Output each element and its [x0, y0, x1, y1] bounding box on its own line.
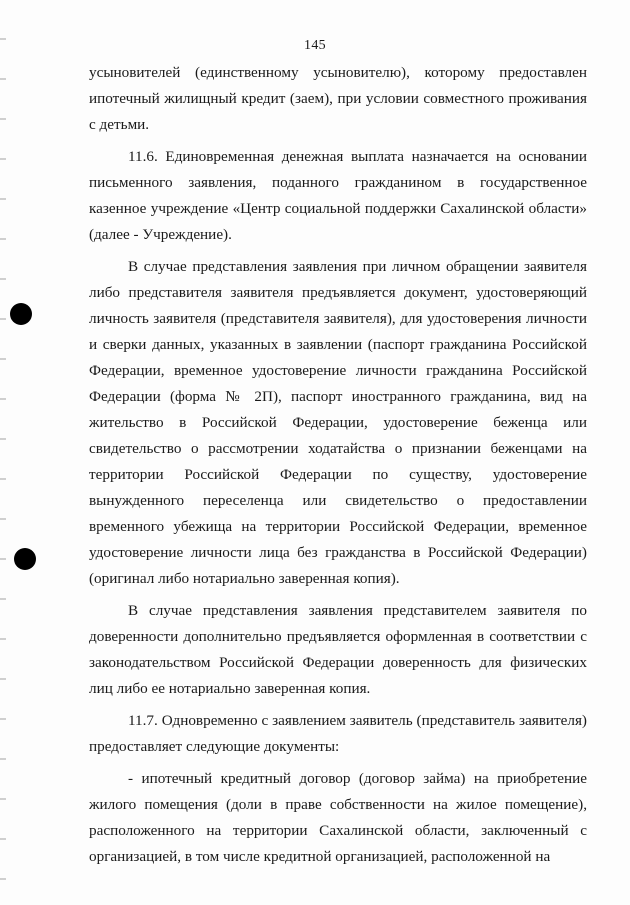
paragraph-11-6: 11.6. Единовременная денежная выплата назначается на основании письменного заявления, поданного гражданином в государственное казенное учреждение «Центр социальной поддержки Сахалинской области» (далее - Учреждение).: [89, 148, 587, 243]
paragraph-representative: В случае представления заявления представителем заявителя по доверенности дополнительно предъявляется оформленная в соответствии с законодательством Российской Федерации доверенность для физических лиц либо ее нотариально заверенная копия.: [89, 602, 587, 697]
paragraph-continuation: усыновителей (единственному усыновителю), которому предоставлен ипотечный жилищный кредит (заем), при условии совместного проживания с детьми.: [89, 64, 587, 133]
scan-edge-marks: [0, 0, 6, 905]
page-number: 145: [304, 38, 326, 53]
paragraph-11-7: 11.7. Одновременно с заявлением заявитель (представитель заявителя) предоставляет следующие документы:: [89, 712, 587, 755]
list-item-mortgage-contract: - ипотечный кредитный договор (договор займа) на приобретение жилого помещения (доли в праве собственности на жилое помещение), расположенного на территории Сахалинской области, заключенный с организацией, в том числе кредитной организацией, расположенной на: [89, 770, 587, 865]
punch-hole-top: [10, 303, 32, 325]
paragraph-personal-appeal: В случае представления заявления при личном обращении заявителя либо представителя заявителя предъявляется документ, удостоверяющий личность заявителя (представителя заявителя), для удостоверения личности и сверки данных, указанных в заявлении (паспорт гражданина Российской Федерации, временное удостоверение личности гражданина Российской Федерации (форма № 2П), паспорт иностранного гражданина, вид на жительство в Российской Федерации, удостоверение беженца или свидетельство о рассмотрении ходатайства о признании беженцами на территории Российской Федерации по существу, удостоверение вынужденного переселенца или свидетельство о предоставлении временного убежища на территории Российской Федерации, временное удостоверение личности лица без гражданства в Российской Федерации) (оригинал либо нотариально заверенная копия).: [89, 258, 587, 587]
punch-hole-bottom: [14, 548, 36, 570]
document-body: [89, 60, 587, 876]
